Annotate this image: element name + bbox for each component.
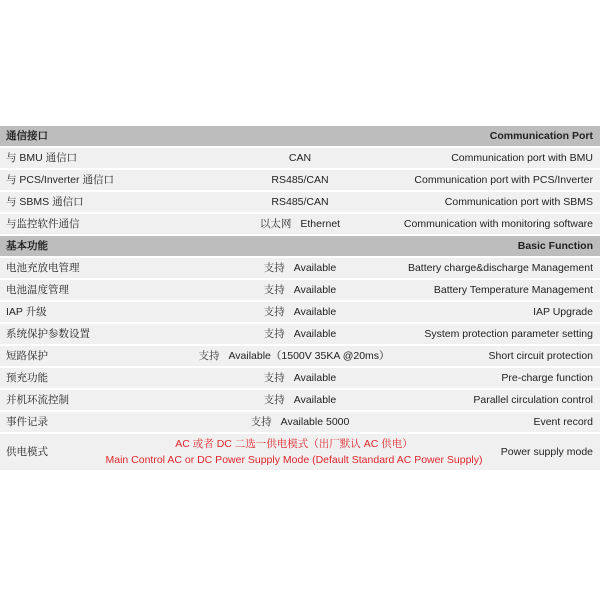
row-value-en: Available bbox=[293, 394, 337, 406]
section-title-cn: 基本功能 bbox=[6, 240, 48, 252]
row-label-cn: 与 BMU 通信口 bbox=[6, 152, 78, 164]
row-label-cn: 与 SBMS 通信口 bbox=[6, 196, 84, 208]
row-value-en: Available（1500V 35KA @20ms） bbox=[228, 350, 390, 362]
spec-table bbox=[0, 126, 600, 472]
row-value-en: Available bbox=[293, 372, 337, 384]
row-label-cn: IAP 升级 bbox=[6, 306, 47, 318]
row-label-cn: 事件记录 bbox=[6, 416, 48, 428]
row-label-en: Pre-charge function bbox=[501, 372, 593, 384]
table-row bbox=[0, 302, 600, 322]
row-label-en: System protection parameter setting bbox=[424, 328, 593, 340]
table-row bbox=[0, 258, 600, 278]
row-value bbox=[0, 412, 600, 432]
row-value-en: RS485/CAN bbox=[271, 174, 329, 186]
row-value-en: Available bbox=[293, 284, 337, 296]
row-value-cn: 支持 bbox=[263, 372, 285, 384]
table-row bbox=[0, 368, 600, 388]
row-value-cn: 支持 bbox=[263, 284, 285, 296]
row-label-en: Power supply mode bbox=[500, 446, 593, 458]
section-title-en: Communication Port bbox=[489, 130, 593, 142]
row-label-en: Communication port with SBMS bbox=[444, 196, 593, 208]
row-label-cn: 系统保护参数设置 bbox=[6, 328, 90, 340]
row-value-en: Available bbox=[293, 306, 337, 318]
row-label-cn: 短路保护 bbox=[6, 350, 48, 362]
row-label-en: Battery charge&discharge Management bbox=[407, 262, 593, 274]
row-label-cn: 与 PCS/Inverter 通信口 bbox=[6, 174, 114, 186]
row-value bbox=[0, 302, 600, 322]
table-row bbox=[0, 324, 600, 344]
row-value-en: Available bbox=[293, 262, 337, 274]
row-label-en: IAP Upgrade bbox=[533, 306, 593, 318]
row-label-en: Parallel circulation control bbox=[473, 394, 593, 406]
row-label-en: Battery Temperature Management bbox=[433, 284, 593, 296]
row-label-cn: 电池充放电管理 bbox=[6, 262, 80, 274]
row-value-en: CAN bbox=[288, 152, 312, 164]
row-value-cn: 支持 bbox=[250, 416, 272, 428]
row-value-cn: 支持 bbox=[263, 328, 285, 340]
row-value-en: Available 5000 bbox=[280, 416, 350, 428]
section-header-basic-function bbox=[0, 236, 600, 256]
row-value-cn: 支持 bbox=[263, 394, 285, 406]
section-title-en: Basic Function bbox=[517, 240, 593, 252]
row-value-cn: 支持 bbox=[198, 350, 220, 362]
table-row bbox=[0, 390, 600, 410]
row-label-en: Short circuit protection bbox=[488, 350, 593, 362]
row-value-en: Ethernet bbox=[300, 218, 341, 230]
row-value-en: RS485/CAN bbox=[271, 196, 329, 208]
table-row bbox=[0, 280, 600, 300]
row-label-en: Communication with monitoring software bbox=[403, 218, 593, 230]
table-row bbox=[0, 412, 600, 432]
power-supply-value-cn: AC 或者 DC 二选一供电模式（出厂默认 AC 供电） bbox=[175, 438, 413, 450]
section-title-cn: 通信接口 bbox=[6, 130, 48, 142]
row-label-cn: 供电模式 bbox=[6, 446, 48, 458]
row-label-en: Communication port with PCS/Inverter bbox=[414, 174, 593, 186]
table-row bbox=[0, 214, 600, 234]
row-label-cn: 电池温度管理 bbox=[6, 284, 69, 296]
section-header-communication-port bbox=[0, 126, 600, 146]
power-supply-value-en: Main Control AC or DC Power Supply Mode (Default Standard AC Power Supply) bbox=[105, 454, 483, 466]
row-label-en: Event record bbox=[533, 416, 593, 428]
row-label-cn: 与监控软件通信 bbox=[6, 218, 80, 230]
row-value-cn: 支持 bbox=[263, 306, 285, 318]
row-value-cn: 以太网 bbox=[259, 218, 292, 230]
row-label-cn: 并机环流控制 bbox=[6, 394, 69, 406]
row-value-cn: 支持 bbox=[263, 262, 285, 274]
row-label-en: Communication port with BMU bbox=[451, 152, 593, 164]
table-row bbox=[0, 192, 600, 212]
row-value-en: Available bbox=[293, 328, 337, 340]
table-row bbox=[0, 170, 600, 190]
row-label-cn: 预充功能 bbox=[6, 372, 48, 384]
table-row bbox=[0, 148, 600, 168]
table-row bbox=[0, 346, 600, 366]
table-row-power-supply bbox=[0, 434, 600, 470]
